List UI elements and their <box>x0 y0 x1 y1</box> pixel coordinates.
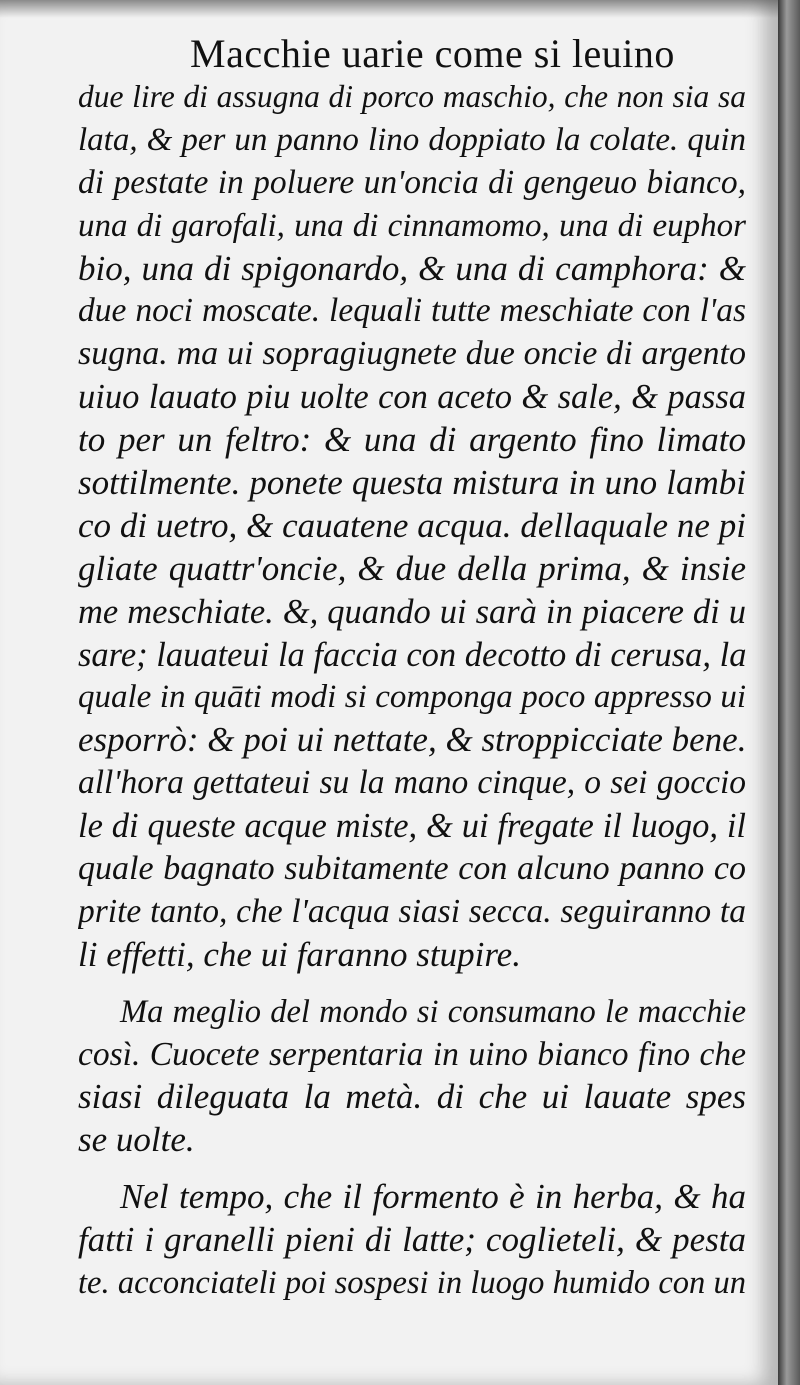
text-line: una di garofali, una di cinnamomo, una di euphor <box>78 207 746 244</box>
text-line: sare; lauateui la faccia con decotto di cerusa, la <box>78 635 746 674</box>
text-line: quale in quāti modi si componga poco appresso ui <box>78 679 746 716</box>
paragraph-gap <box>78 1162 746 1176</box>
text-line: co di uetro, & cauatene acqua. dellaquale ne pi <box>78 505 746 545</box>
text-line: me meschiate. &, quando ui sarà in piacere di u <box>78 592 746 631</box>
text-line: fatti i granelli pieni di latte; coglieteli, & pesta <box>78 1220 746 1260</box>
text-line: se uolte. <box>78 1120 195 1160</box>
text-line: li effetti, che ui faranno stupire. <box>78 934 521 974</box>
text-line: così. Cuocete serpentaria in uino bianco fino che <box>78 1035 746 1073</box>
text-line: prite tanto, che l'acqua siasi secca. seguiranno ta <box>78 892 746 930</box>
running-header: Macchie uarie come si leuino <box>190 31 675 76</box>
text-line: gliate quattr'oncie, & due della prima, & insie <box>78 548 746 588</box>
text-line: te. acconciateli poi sospesi in luogo humido con un <box>78 1265 746 1302</box>
text-line: due noci moscate. lequali tutte meschiate con l'as <box>78 292 746 330</box>
text-line: due lire di assugna di porco maschio, che non sia sa <box>78 79 746 114</box>
paragraph-2 <box>78 991 746 1163</box>
paragraph-gap <box>78 977 746 991</box>
text-line: all'hora gettateui su la mano cinque, o sei goccio <box>78 764 746 802</box>
text-line: lata, & per un panno lino doppiato la colate. quin <box>78 121 746 158</box>
text-line: uiuo lauato piu uolte con aceto & sale, & passa <box>78 378 746 417</box>
book-edge <box>778 0 800 1385</box>
text-line: Ma meglio del mondo si consumano le macchie <box>120 993 746 1030</box>
paragraph-1 <box>78 76 746 977</box>
body-text <box>78 76 746 1305</box>
page-top-shadow <box>0 0 800 18</box>
text-line: siasi dileguata la metà. di che ui lauate spes <box>78 1077 746 1117</box>
text-line: sottilmente. ponete questa mistura in uno lambi <box>78 463 746 503</box>
text-line: sugna. ma ui sopragiugnete due oncie di argento <box>78 335 746 373</box>
text-line: di pestate in poluere un'oncia di gengeuo bianco, <box>78 163 746 201</box>
text-line: bio, una di spigonardo, & una di camphora: & <box>78 248 746 288</box>
paragraph-3 <box>78 1176 746 1305</box>
text-line: quale bagnato subitamente con alcuno panno co <box>78 850 746 888</box>
text-line: esporrò: & poi ui nettate, & stroppicciate bene. <box>78 720 746 760</box>
text-line: to per un feltro: & una di argento fino limato <box>78 420 746 460</box>
text-line: le di queste acque miste, & ui fregate il luogo, il <box>78 807 746 846</box>
text-line: Nel tempo, che il formento è in herba, & ha <box>120 1177 746 1217</box>
